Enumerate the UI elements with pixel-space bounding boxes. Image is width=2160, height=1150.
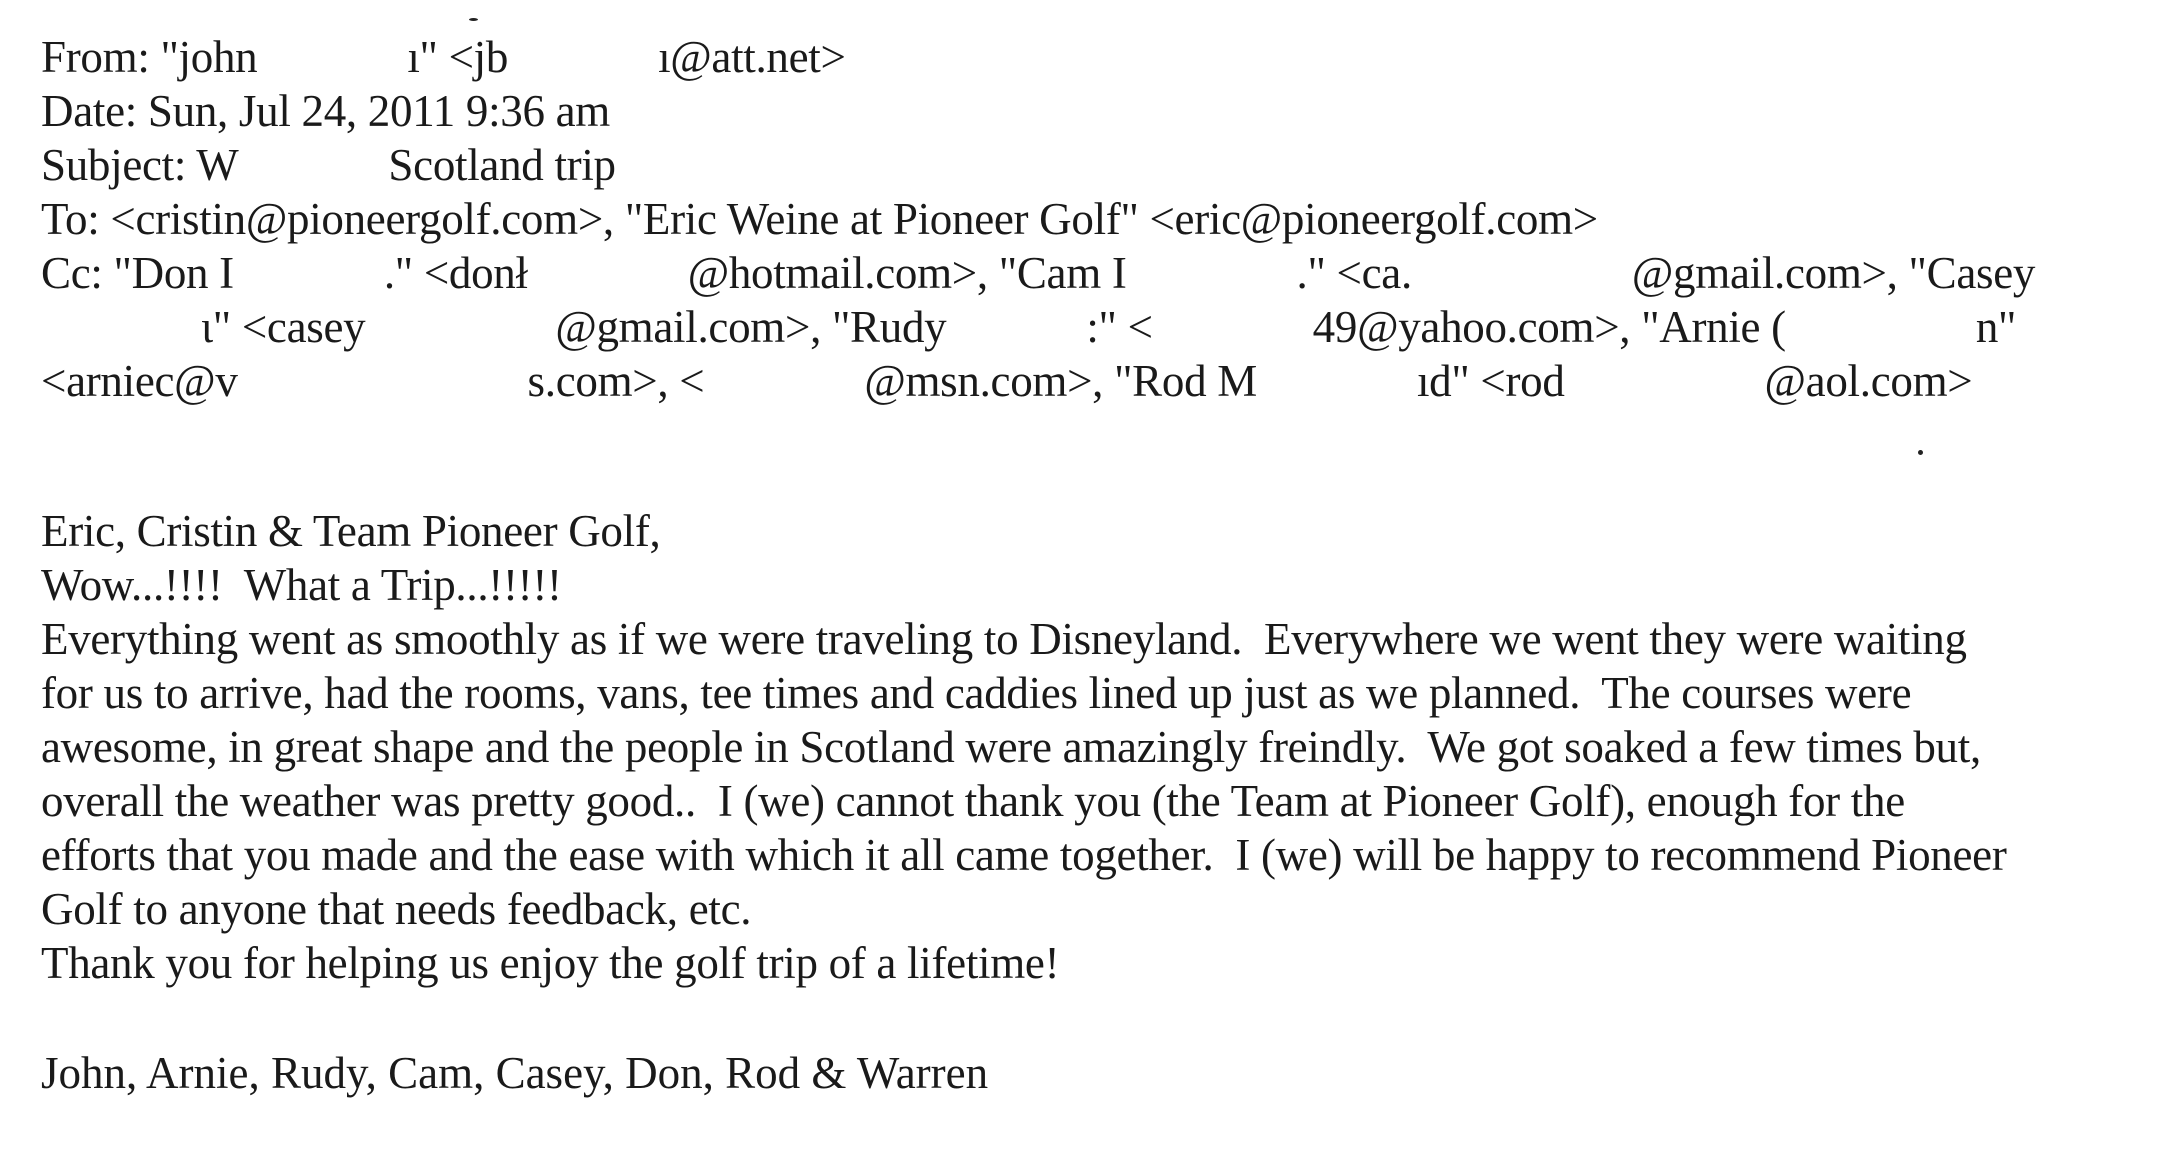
from-address-part: ı" <jb bbox=[407, 32, 509, 82]
from-label: From: bbox=[41, 32, 150, 82]
from-name-part: "john bbox=[160, 32, 258, 82]
from-domain-part: ı@att.net> bbox=[658, 32, 846, 82]
cc-part: ." <donł bbox=[383, 248, 528, 298]
thanks-line: Thank you for helping us enjoy the golf trip of a lifetime! bbox=[41, 938, 1060, 988]
cc-part: :" < bbox=[1086, 302, 1153, 352]
scan-speck bbox=[1918, 450, 1923, 455]
subject-line bbox=[41, 138, 2131, 192]
cc-part: ι" <casey bbox=[201, 302, 366, 352]
cc-part: n" bbox=[1975, 302, 2017, 352]
cc-line-2 bbox=[41, 300, 2131, 354]
cc-label: Cc: bbox=[41, 248, 103, 298]
cc-part: @gmail.com>, "Casey bbox=[1631, 248, 2036, 298]
to-line bbox=[41, 192, 2131, 246]
date-value: Sun, Jul 24, 2011 9:36 am bbox=[147, 86, 611, 136]
cc-part: <arniec@v bbox=[41, 356, 238, 406]
greeting: Eric, Cristin & Team Pioneer Golf, bbox=[41, 506, 661, 556]
cc-part: @hotmail.com>, "Cam I bbox=[687, 248, 1127, 298]
cc-part: ıd" <rod bbox=[1416, 356, 1565, 406]
cc-part: "Don I bbox=[113, 248, 234, 298]
cc-line-3 bbox=[41, 354, 2131, 408]
body-line: Golf to anyone that needs feedback, etc. bbox=[41, 884, 752, 934]
cc-part: @aol.com> bbox=[1764, 356, 1973, 406]
exclamation: Wow...!!!! What a Trip...!!!!! bbox=[41, 560, 562, 610]
subject-part: W bbox=[196, 140, 239, 190]
email-header bbox=[41, 30, 2131, 408]
body-line: efforts that you made and the ease with which it all came together. I (we) will be happy to recommend Pioneer bbox=[41, 830, 2007, 880]
signature: John, Arnie, Rudy, Cam, Casey, Don, Rod & Warren bbox=[41, 1048, 989, 1098]
date-line bbox=[41, 84, 2131, 138]
cc-part: @msn.com>, "Rod M bbox=[864, 356, 1257, 406]
body-line: awesome, in great shape and the people in Scotland were amazingly freindly. We got soaked a few times but, bbox=[41, 722, 1981, 772]
cc-part: 49@yahoo.com>, "Arnie ( bbox=[1312, 302, 1786, 352]
to-value: <cristin@pioneergolf.com>, "Eric Weine at Pioneer Golf" <eric@pioneergolf.com> bbox=[110, 194, 1598, 244]
date-label: Date: bbox=[41, 86, 137, 136]
from-line bbox=[41, 30, 2131, 84]
cc-part: @gmail.com>, "Rudy bbox=[555, 302, 947, 352]
to-label: To: bbox=[41, 194, 100, 244]
subject-part: Scotland trip bbox=[388, 140, 616, 190]
subject-label: Subject: bbox=[41, 140, 187, 190]
cc-line-1 bbox=[41, 246, 2131, 300]
scan-speck bbox=[469, 18, 478, 21]
body-line: overall the weather was pretty good.. I (we) cannot thank you (the Team at Pioneer Golf), enough for the bbox=[41, 776, 1905, 826]
body-line: for us to arrive, had the rooms, vans, tee times and caddies lined up just as we planned. The courses were bbox=[41, 668, 1912, 718]
cc-part: s.com>, < bbox=[527, 356, 705, 406]
email-body bbox=[41, 504, 2131, 990]
cc-part: ." <ca. bbox=[1296, 248, 1412, 298]
body-line: Everything went as smoothly as if we were traveling to Disneyland. Everywhere we went they were waiting bbox=[41, 614, 1967, 664]
